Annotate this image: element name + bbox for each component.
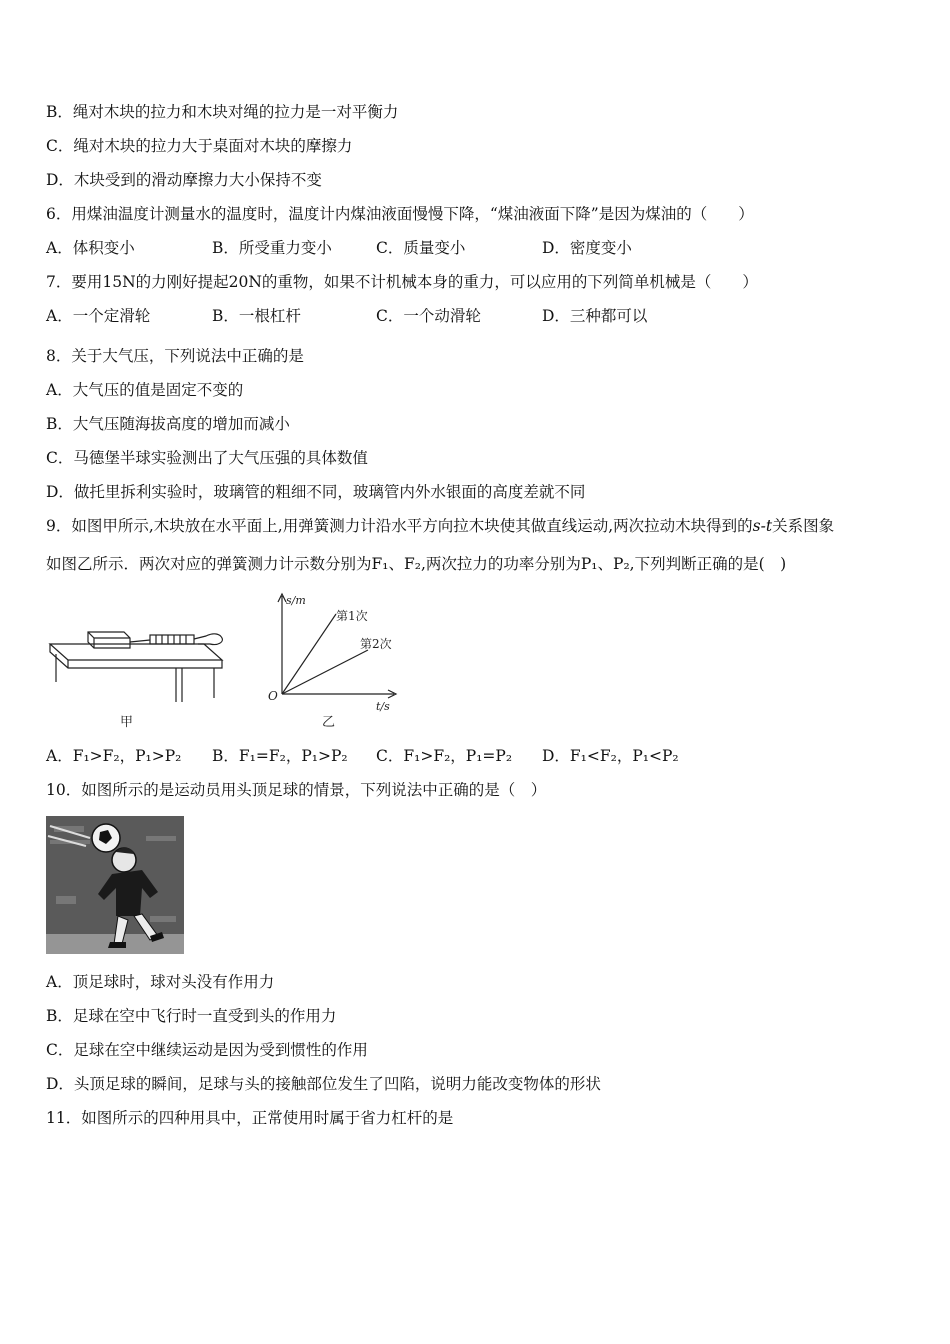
q9-stem-st: s-t: [752, 517, 773, 535]
q5-option-b: B．绳对木块的拉力和木块对绳的拉力是一对平衡力: [46, 103, 399, 121]
table-edge: [50, 644, 222, 668]
q6-option-d: D．密度变小: [542, 239, 632, 257]
q9-option-b: B．F₁=F₂，P₁>P₂: [212, 747, 348, 765]
string: [130, 640, 150, 642]
table-top: [50, 644, 222, 660]
x-axis-label: t/s: [376, 700, 390, 713]
y-axis-label: s/m: [286, 594, 306, 607]
q9-stem-1a: 9．如图甲所示,木块放在水平面上,用弹簧测力计沿水平方向拉木块使其做直线运动,两次拉动木块得到的: [46, 517, 753, 535]
spring-scale: [150, 635, 194, 644]
q9-option-d: D．F₁<F₂，P₁<P₂: [542, 747, 679, 765]
q8-option-c: C．马德堡半球实验测出了大气压强的具体数值: [46, 449, 368, 467]
q10-option-c: C．足球在空中继续运动是因为受到惯性的作用: [46, 1041, 368, 1059]
q7-stem: 7．要用15N的力刚好提起20N的重物，如果不计机械本身的重力，可以应用的下列简单机械是（ ）: [46, 273, 758, 291]
q8-stem: 8．关于大气压，下列说法中正确的是: [46, 347, 304, 365]
line-first-label: 第1次: [336, 609, 368, 623]
q7-option-a: A．一个定滑轮: [46, 307, 151, 325]
q6-option-c: C．质量变小: [376, 239, 466, 257]
q8-option-d: D．做托里拆利实验时，玻璃管的粗细不同，玻璃管内外水银面的高度差就不同: [46, 483, 586, 501]
q9-stem-line1: [46, 516, 834, 536]
q6-option-a: A．体积变小: [46, 239, 135, 257]
q9-stem-line2: 如图乙所示．两次对应的弹簧测力计示数分别为F₁、F₂,两次拉力的功率分别为P₁、P₂,下列判断正确的是( ): [46, 555, 787, 573]
q5-option-d: D．木块受到的滑动摩擦力大小保持不变: [46, 171, 322, 189]
q9-option-a: A．F₁>F₂，P₁>P₂: [46, 747, 182, 765]
q6-stem: 6．用煤油温度计测量水的温度时，温度计内煤油液面慢慢下降，“煤油液面下降”是因为煤油的（ ）: [46, 205, 754, 223]
q10-figure-heading-ball: [46, 816, 184, 954]
label-yi: 乙: [322, 715, 336, 730]
q9-stem-1c: 关系图象: [772, 517, 835, 535]
q10-option-a: A．顶足球时，球对头没有作用力: [46, 973, 275, 991]
q9-figure-yi: [264, 590, 414, 732]
q9-figure-jia: [46, 618, 236, 730]
line-second: [282, 650, 368, 694]
q8-option-a: A．大气压的值是固定不变的: [46, 381, 244, 399]
q9-option-c: C．F₁>F₂，P₁=P₂: [376, 747, 513, 765]
origin-label: O: [268, 689, 278, 703]
q7-option-c: C．一个动滑轮: [376, 307, 481, 325]
line-first: [282, 614, 336, 694]
q6-option-b: B．所受重力变小: [212, 239, 332, 257]
q7-option-d: D．三种都可以: [542, 307, 648, 325]
q7-option-b: B．一根杠杆: [212, 307, 301, 325]
q10-stem: 10．如图所示的是运动员用头顶足球的情景，下列说法中正确的是（ ）: [46, 781, 547, 799]
label-jia: 甲: [120, 715, 134, 730]
q5-option-c: C．绳对木块的拉力大于桌面对木块的摩擦力: [46, 137, 353, 155]
q10-option-b: B．足球在空中飞行时一直受到头的作用力: [46, 1007, 337, 1025]
hand: [194, 634, 222, 645]
q8-option-b: B．大气压随海拔高度的增加而减小: [46, 415, 290, 433]
line-second-label: 第2次: [360, 637, 392, 651]
q11-stem: 11．如图所示的四种用具中，正常使用时属于省力杠杆的是: [46, 1109, 454, 1127]
q10-option-d: D．头顶足球的瞬间，足球与头的接触部位发生了凹陷，说明力能改变物体的形状: [46, 1075, 601, 1093]
